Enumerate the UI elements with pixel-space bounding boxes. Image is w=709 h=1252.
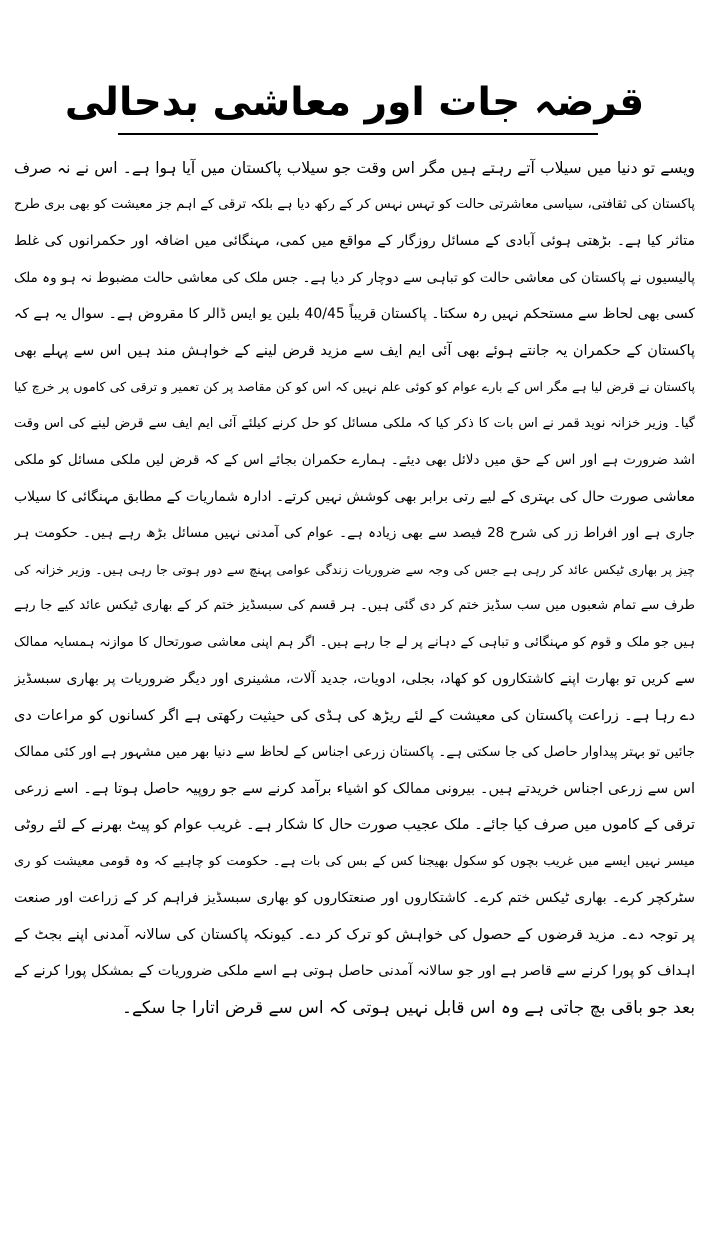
article-line: جاری ہے اور افراط زر کی شرح 28 فیصد سے بھی زیادہ ہے۔ عوام کی آمدنی نہیں مسائل بڑھ رہے ہیں۔ حکومت ہر [14, 525, 695, 541]
article-line: بعد جو باقی بچ جاتی ہے وہ اس قابل نہیں ہوتی کہ اس سے قرض اتارا جا سکے۔ [121, 997, 695, 1018]
article-line: پر توجہ دے۔ مزید قرضوں کے حصول کی خواہش کو ترک کر دے۔ کیونکہ پاکستان کی سالانہ آمدنی اپنے بجٹ کے [14, 926, 695, 943]
article-line: جائیں تو بہتر پیداوار حاصل کی جا سکتی ہے۔ پاکستان زرعی اجناس کے لحاظ سے دنیا بھر میں مشہور ہے اور کئی ممالک [14, 744, 695, 760]
article-line: ترقی کے کاموں میں صرف کیا جائے۔ ملک عجیب صورت حال کا شکار ہے۔ غریب عوام کو پیٹ بھرنے کے لئے روٹی [14, 817, 695, 833]
article-line: پاکستان کے حکمران یہ جانتے ہوئے بھی آئی ایم ایف سے مزید قرض لینے کے خواہش مند ہیں اس سے پہلے بھی [14, 342, 695, 359]
article-line: میسر نہیں ایسے میں غریب بچوں کو سکول بھیجنا کس کے بس کی بات ہے۔ حکومت کو چاہیے کہ وہ قومی معیشت کو ری [14, 853, 695, 869]
headline-divider [118, 133, 598, 135]
article-line: ویسے تو دنیا میں سیلاب آتے رہتے ہیں مگر اس وقت جو سیلاب پاکستان میں آیا ہوا ہے۔ اس نے نہ صرف [14, 159, 695, 177]
article-line: پالیسیوں نے پاکستان کی معاشی حالت کو تباہی سے دوچار کر دیا ہے۔ جس ملک کی معاشی حالت مضبوط نہ ہو وہ ملک [14, 269, 695, 286]
article-line: سے کریں تو بھارت اپنے کاشتکاروں کو کھاد، بجلی، ادویات، جدید آلات، مشینری اور دیگر ضروریات پر بھاری سبسڈیز [14, 671, 695, 687]
article-line: سٹرکچر کرے۔ بھاری ٹیکس ختم کرے۔ کاشتکاروں اور صنعتکاروں کو بھاری سبسڈیز فراہم کر کے زراعت اور صنعت [14, 890, 695, 906]
article-line: چیز پر بھاری ٹیکس عائد کر رہی ہے جس کی وجہ سے ضروریات زندگی عوامی پہنچ سے دور ہوتی جا رہی ہیں۔ وزیر خزانہ کی [14, 561, 695, 577]
article-line: اشد ضرورت ہے اور اس کے حق میں دلائل بھی دیئے۔ ہمارے حکمران بجائے اس کے کہ قرض لیں ملکی مسائل کو ملکی [14, 452, 695, 468]
article-line: اس سے زرعی اجناس خریدتے ہیں۔ بیرونی ممالک کو اشیاء برآمد کرنے سے جو روپیہ حاصل ہوتا ہے۔ اسے زرعی [14, 780, 695, 797]
article-body [14, 150, 695, 1245]
article-line: اہداف کو پورا کرنے سے قاصر ہے اور جو سالانہ آمدنی حاصل ہوتی ہے اسے ملکی ضروریات کے بمشکل پورا کرنے کے [14, 963, 695, 979]
article-line: متاثر کیا ہے۔ بڑھتی ہوئی آبادی کے مسائل روزگار کے مواقع میں کمی، مہنگائی میں اضافہ اور حکمرانوں کی غلط [14, 233, 695, 249]
headline: قرضہ جات اور معاشی بدحالی [64, 80, 645, 126]
article-line: دے رہا ہے۔ زراعت پاکستان کی معیشت کے لئے ریڑھ کی ہڈی کی حیثیت رکھتی ہے اگر کسانوں کو مراعات دی [14, 707, 695, 724]
article-line: معاشی صورت حال کی بہتری کے لیے رتی برابر بھی کوشش نہیں کرتے۔ ادارہ شماریات کے مطابق مہنگائی کا سیلاب [14, 488, 695, 505]
article-line: پاکستان کی ثقافتی، سیاسی معاشرتی حالت کو تہس نہس کر کے رکھ دیا ہے بلکہ ترقی کے اہم جز معیشت کو بھی بری طرح [14, 196, 695, 212]
article-line: ہیں جو ملک و قوم کو مہنگائی و تباہی کے دہانے پر لے جا رہے ہیں۔ اگر ہم اپنی معاشی صورتحال کا موازنہ ہمسایہ ممالک [14, 634, 695, 650]
article-line: گیا۔ وزیر خزانہ نوید قمر نے اس بات کا ذکر کیا کہ ملکی مسائل کو حل کرنے کیلئے آئی ایم ایف سے قرض لینے کی اس وقت [14, 415, 695, 431]
article-line: طرف سے تمام شعبوں میں سب سڈیز ختم کر دی گئی ہیں۔ ہر قسم کی سبسڈیز ختم کر کے بھاری ٹیکس عائد کیے جا رہے [14, 598, 695, 613]
article-line: کسی بھی لحاظ سے مستحکم نہیں رہ سکتا۔ پاکستان قریباً 40/45 بلین یو ایس ڈالر کا مقروض ہے۔ سوال یہ ہے کہ [14, 306, 695, 322]
article-line: پاکستان نے قرض لیا ہے مگر اس کے بارے عوام کو کوئی علم نہیں کہ اس کو کن مقاصد پر کن تعمیر و ترقی کی کاموں پر خرچ کیا [14, 379, 695, 394]
